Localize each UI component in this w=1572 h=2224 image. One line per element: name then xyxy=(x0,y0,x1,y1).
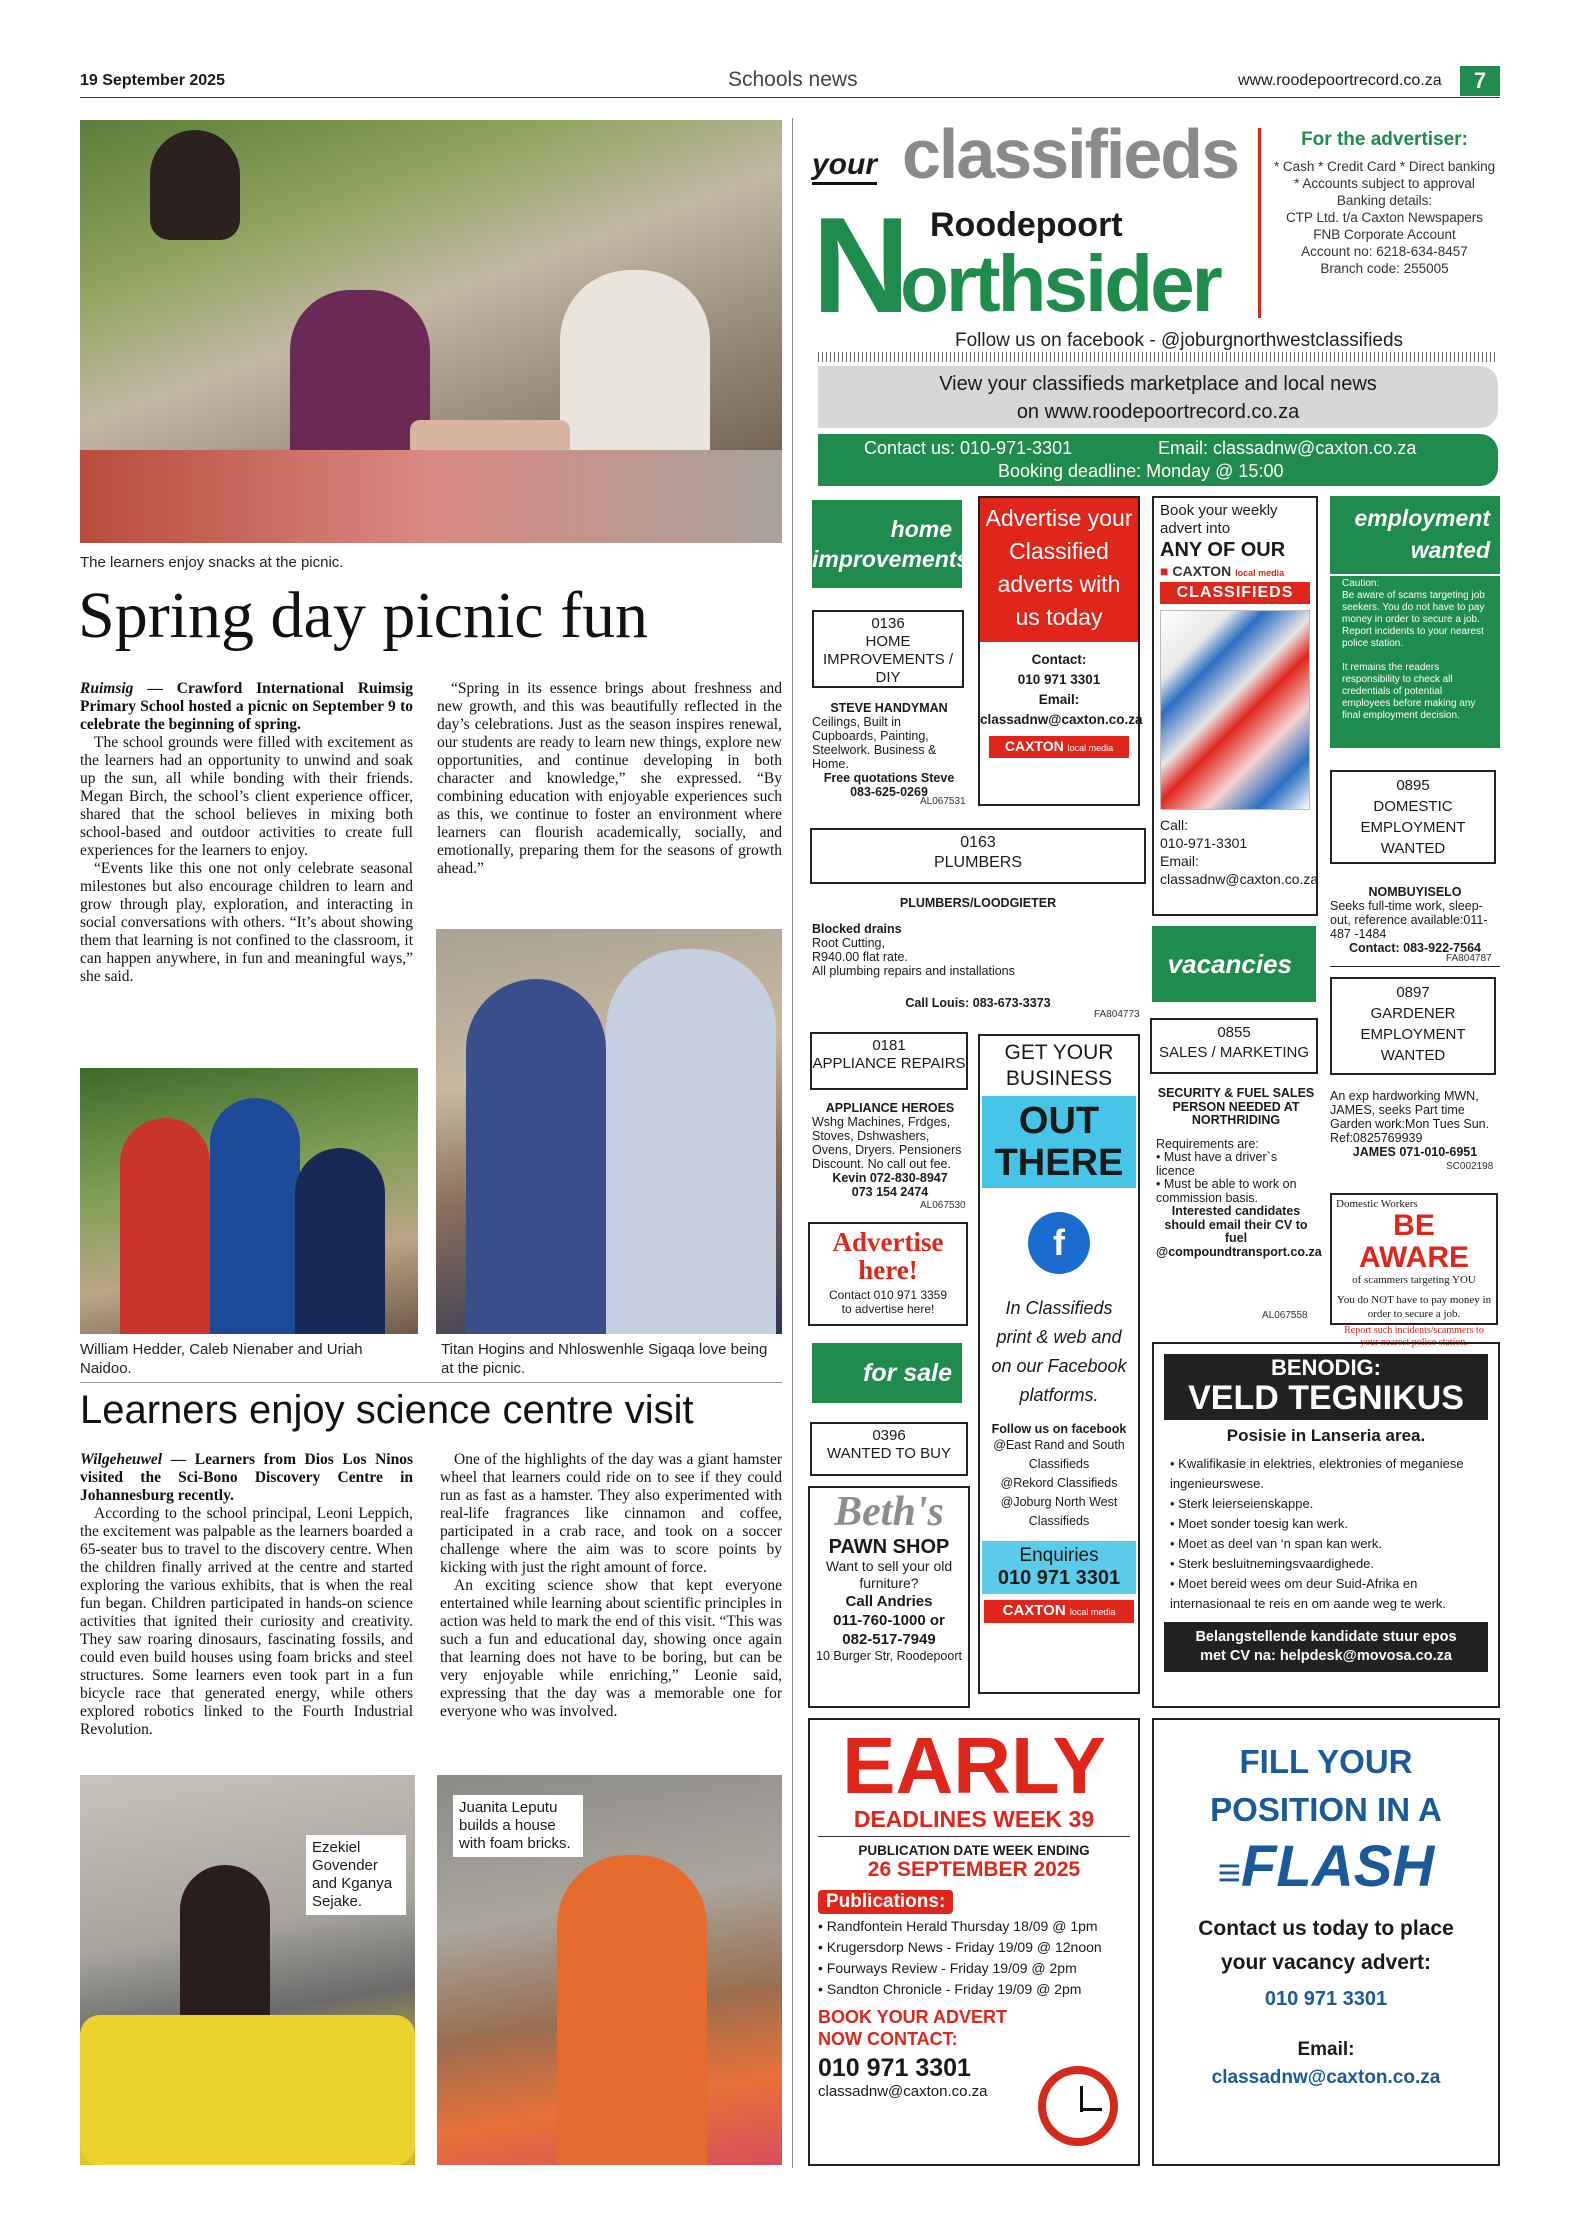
roodepoort-word: Roodepoort xyxy=(930,206,1123,244)
not-pay-text: You do NOT have to pay money in order to secure a job. xyxy=(1336,1294,1492,1320)
flash-email[interactable]: classadnw@caxton.co.za xyxy=(1211,2067,1441,2088)
caxton-red-logo: ■ CAXTON local media xyxy=(1160,563,1285,579)
marketplace-banner xyxy=(818,366,1498,428)
facebook-icon: f xyxy=(1028,1212,1090,1274)
pub-date-label: PUBLICATION DATE WEEK ENDING xyxy=(858,1843,1090,1858)
employment-wanted-tag: employment wanted xyxy=(1330,496,1500,574)
picnic-main-photo xyxy=(80,120,782,543)
advertiser-details: * Cash * Credit Card * Direct banking * Accounts subject to approval Banking details: CTP Ltd. t/a Caxton Newspapers FNB Corporate Account Account no: 6218-634-8457 Branch code: 255005 xyxy=(1273,159,1496,276)
category-0163[interactable]: 0163 PLUMBERS xyxy=(810,828,1146,884)
appliance-ref: AL067530 xyxy=(920,1200,966,1211)
flash-contact: Contact us today to place your vacancy advert: xyxy=(1198,1917,1454,1974)
lead-paragraph: — Crawford International Ruimsig Primary School hosted a picnic on September 9 to celebrate the beginning of spring. xyxy=(80,680,413,733)
science-caption-right: Juanita Leputu builds a house with foam bricks. xyxy=(453,1795,583,1857)
booking-deadline: Booking deadline: Monday @ 15:00 xyxy=(998,461,1284,481)
publication-list xyxy=(818,1916,1130,2000)
veld-title: VELD TEGNIKUS xyxy=(1188,1379,1464,1417)
article2-para2: One of the highlights of the day was a giant hamster wheel that learners could ride on to see if they could run as fast as a hamster. They also experimented with real-life fragrances like cinnamon and coffee, participated in a crab race, and took on a soccer challenge where the aim was to score points by kicking with just the right amount of force. xyxy=(440,1451,782,1576)
get-business-box[interactable] xyxy=(978,1034,1140,1694)
veld-footer[interactable]: Belangstellende kandidate stuur epos met CV na: helpdesk@movosa.co.za xyxy=(1164,1622,1488,1672)
dateline: Ruimsig xyxy=(80,680,134,697)
security-interest: Interested candidates should email their CV to fuel @compoundtransport.co.za xyxy=(1156,1204,1322,1259)
veld-tegnikus-ad[interactable] xyxy=(1152,1342,1500,1708)
plumbers-subtitle: Blocked drains xyxy=(812,922,902,936)
early-deadlines-ad[interactable] xyxy=(808,1718,1140,2166)
veld-bullet: • Kwalifikasie in elektries, elektronies of meganiese ingenieurswese. xyxy=(1170,1456,1464,1491)
handyman-text: Ceilings, Built in Cupboards, Painting, Steelwork. Business & Home. xyxy=(812,715,937,771)
handyman-quote: Free quotations Steve 083-625-0269 xyxy=(823,771,955,799)
science-caption-left: Ezekiel Govender and Kganya Sejake. xyxy=(306,1835,406,1915)
out-there: OUT THERE xyxy=(982,1096,1136,1188)
be-aware-box xyxy=(1330,1193,1498,1348)
get-your-business: GET YOUR BUSINESS xyxy=(1004,1041,1114,1090)
veld-bullet: • Sterk leierseienskappe. xyxy=(1170,1496,1314,1511)
page-divider xyxy=(792,118,793,2168)
enquiries-phone[interactable]: 010 971 3301 xyxy=(997,1567,1121,1589)
marketplace-line1: View your classifieds marketplace and local news xyxy=(939,373,1377,395)
website-url[interactable]: www.roodepoortrecord.co.za xyxy=(1238,72,1442,89)
nombuyiselo-text: Seeks full-time work, sleep-out, reference available:011-487 -1484 xyxy=(1330,899,1488,941)
pub-date: 26 SEPTEMBER 2025 xyxy=(867,1858,1081,1881)
nombuyiselo-contact: Contact: 083-922-7564 xyxy=(1348,941,1481,955)
report-text: Report such incidents/scammers to your nearest police station. xyxy=(1344,1325,1484,1348)
article2-column-right xyxy=(440,1451,782,1721)
advertiser-info-box xyxy=(1258,128,1500,318)
facebook-follow[interactable]: Follow us on facebook - @joburgnorthwestclassifieds xyxy=(955,330,1404,351)
issue-date: 19 September 2025 xyxy=(80,72,225,89)
security-requirements: Requirements are: • Must have a driver`s licence • Must be able to work on commission basis. xyxy=(1156,1136,1297,1205)
handyman-ad[interactable] xyxy=(812,701,966,799)
plumbers-title: PLUMBERS/LOODGIETER xyxy=(899,896,1057,910)
flash-word: ≡FLASH xyxy=(1217,1834,1435,1899)
fill-position: FILL YOUR POSITION IN A xyxy=(1210,1743,1442,1828)
page-header xyxy=(80,64,1500,98)
facebook-handles[interactable]: @East Rand and South Classifieds @Rekord Classifieds @Joburg North West Classifieds xyxy=(993,1438,1125,1528)
flash-vacancy-ad[interactable] xyxy=(1152,1718,1500,2166)
section-name: Schools news xyxy=(728,68,858,91)
advertise-classified-contact: Contact: 010 971 3301 Email: classadnw@caxton.co.za xyxy=(980,652,1143,727)
page-number: 7 xyxy=(1460,66,1500,96)
article1-para3: “Spring in its essence brings about freshness and new growth, and this was beautifully reflected in the day’s celebrations. Just as the season inspires renewal, our students are ready to learn new things, explore new opportunities, and continue developing in both character and knowledge,” she expressed. “By combining education with enjoyable experiences such as this, we continue to foster an environment where learners can flourish academically, socially, and emotionally, preparing them for the seasons of growth ahead.” xyxy=(437,680,782,877)
book-weekly-box[interactable] xyxy=(1152,496,1318,916)
plumbers-ad[interactable] xyxy=(812,896,1144,1010)
publication-item: • Sandton Chronicle - Friday 19/09 @ 2pm xyxy=(818,1981,1082,1997)
appliance-contact: Kevin 072-830-8947 073 154 2474 xyxy=(832,1171,948,1199)
picnic-photo-caption: The learners enjoy snacks at the picnic. xyxy=(80,554,344,571)
plumbers-text: Root Cutting, R940.00 flat rate. All plumbing repairs and installations xyxy=(812,936,1015,978)
article2-lead: — Learners from Dios Los Ninos visited the Sci-Bono Discovery Centre in Johannesburg recently. xyxy=(80,1451,413,1504)
handyman-title: STEVE HANDYMAN xyxy=(830,701,948,715)
category-0855[interactable]: 0855 SALES / MARKETING xyxy=(1150,1018,1318,1074)
security-ref: AL067558 xyxy=(1262,1310,1308,1321)
contact-email[interactable]: Email: classadnw@caxton.co.za xyxy=(1158,438,1417,458)
security-job-ad[interactable] xyxy=(1156,1086,1322,1259)
flash-email-label: Email: xyxy=(1297,2039,1355,2060)
beths-logo: Beth's xyxy=(834,1489,944,1535)
enquiries-label: Enquiries xyxy=(1019,1545,1099,1566)
advertise-classified-box[interactable] xyxy=(978,496,1143,806)
advertiser-title: For the advertiser: xyxy=(1301,129,1468,150)
benodig-label: BENODIG: xyxy=(1271,1355,1381,1380)
science-photo-left xyxy=(80,1775,415,2165)
veld-bullet: • Moet sonder toesig kan werk. xyxy=(1170,1516,1348,1531)
early-email[interactable]: classadnw@caxton.co.za xyxy=(818,2083,988,2100)
article-headline: Spring day picnic fun xyxy=(78,579,649,652)
gardener-contact: JAMES 071-010-6951 xyxy=(1352,1145,1478,1159)
nombuyiselo-ad[interactable] xyxy=(1330,885,1500,955)
newspaper-collage xyxy=(1160,610,1310,810)
category-0181[interactable]: 0181 APPLIANCE REPAIRS xyxy=(810,1032,968,1090)
scammers-text: of scammers targeting YOU xyxy=(1352,1274,1476,1286)
article1-column-left xyxy=(80,680,413,986)
article2-column-left xyxy=(80,1451,413,1739)
pawn-shop-ad[interactable] xyxy=(808,1486,970,1708)
article1-para2: “Events like this one not only celebrate seasonal milestones but also encourage children to learn and grow through play, exploration, and interacting in social conversations with others. “It’s about showing them that learning is not confined to the classroom, it can happen anywhere, in fun and meaningful ways,” she said. xyxy=(80,860,413,985)
veld-requirements xyxy=(1164,1454,1488,1614)
nombuyiselo-ref: FA804787 xyxy=(1446,953,1492,964)
veld-header xyxy=(1164,1354,1488,1420)
appliance-ad[interactable] xyxy=(812,1101,968,1199)
advertise-classified-title: Advertise your Classified adverts with us today xyxy=(980,498,1138,642)
gardener-ad[interactable] xyxy=(1330,1089,1500,1159)
dotted-rule xyxy=(818,352,1498,362)
northsider-word: orthsider xyxy=(900,239,1220,328)
friends-caption: Titan Hogins and Nhloswenhle Sigaqa love being at the picnic. xyxy=(441,1341,768,1377)
book-call: Call: 010-971-3301 Email: classadnw@caxton.co.za xyxy=(1160,817,1319,887)
book-weekly: Book your weekly advert into xyxy=(1160,502,1278,537)
plumbers-call: Call Louis: 083-673-3373 xyxy=(905,996,1051,1010)
veld-bullet: • Moet as deel van ‘n span kan werk. xyxy=(1170,1536,1382,1551)
veld-bullet: • Sterk besluitnemingsvaardighede. xyxy=(1170,1556,1375,1571)
category-0136[interactable]: 0136 HOME IMPROVEMENTS / DIY xyxy=(812,610,964,688)
facebook-promo: In Classifieds print & web and on our Facebook platforms. xyxy=(991,1298,1127,1405)
deadlines-week: DEADLINES WEEK 39 xyxy=(818,1806,1130,1837)
advertise-here-contact: Contact 010 971 3359 to advertise here! xyxy=(828,1288,948,1316)
nombuyiselo-title: NOMBUYISELO xyxy=(1368,885,1462,899)
article2-para3: An exciting science show that kept everyone entertained while learning about scientific principles in action was held to mark the end of this visit. “This was such a fun and educational day, showing once again that learning does not have to be boring, but can be very enjoyable while enriching,” Leonie said, expressing that the day was a memorable one for everyone who was involved. xyxy=(440,1577,782,1720)
appliance-title: APPLIANCE HEROES xyxy=(825,1101,955,1115)
friends-photo xyxy=(436,929,782,1334)
advertise-here-box[interactable] xyxy=(808,1222,968,1326)
article2-para1: According to the school principal, Leoni Leppich, the excitement was palpable as the learners boarded a 65-seater bus to travel to the discovery centre. When the children finally arrived at the centre and started exploring the various exhibits, that is when the real fun began. Children participated in hands-on science activities that ignited their curiosity and creativity. They saw roaring dinosaurs, fascinating fossils, and could even build houses using foam bricks and steel structures. Some learners even took part in a fun bicycle race that generated energy, while others explored robotics linked to the Fourth Industrial Revolution. xyxy=(80,1505,413,1738)
article2-rule xyxy=(80,1382,782,1383)
early-phone[interactable]: 010 971 3301 xyxy=(818,2054,971,2082)
caution-notice: Caution: Be aware of scams targeting job seekers. You do not have to pay money in order to secure a job. Report incidents to your nearest police station. It remains the readers responsibility to check all credentials of potential employees before making any final employment decision. xyxy=(1330,576,1500,748)
publications-label: Publications: xyxy=(818,1890,953,1914)
classifieds-banner: CLASSIFIEDS xyxy=(1160,582,1310,604)
veld-posisie: Posisie in Lanseria area. xyxy=(1226,1426,1426,1445)
article1-para1: The school grounds were filled with excitement as the learners had an opportunity to unwind and soak up the sun, all while bonding with their friends. Megan Birch, the school’s client experience officer, shared that the school believes in mixing both school-based and outdoor activities to create full experiences for the learners to enjoy. xyxy=(80,734,413,859)
rule-after-nombuyiselo xyxy=(1330,966,1500,967)
pawn-shop-call: Call Andries 011-760-1000 or 082-517-7949 xyxy=(833,1593,945,1648)
follow-facebook: Follow us on facebook xyxy=(991,1422,1127,1436)
security-title: SECURITY & FUEL SALES PERSON NEEDED AT NORTHRIDING xyxy=(1157,1086,1315,1127)
handyman-ref: AL067531 xyxy=(920,796,966,807)
boys-caption: William Hedder, Caleb Nienaber and Uriah Naidoo. xyxy=(80,1341,363,1377)
pawn-shop-address: 10 Burger Str, Roodepoort xyxy=(816,1649,962,1663)
veld-bullet: • Moet bereid wees om deur Suid-Afrika en internasionaal te reis en om aande weg te werk. xyxy=(1170,1576,1447,1611)
book-advert-now: BOOK YOUR ADVERT NOW CONTACT: xyxy=(818,2007,1008,2049)
pawn-shop-text: Want to sell your old furniture? xyxy=(825,1558,953,1591)
article2-dateline: Wilgeheuwel xyxy=(80,1451,163,1468)
your-label: your xyxy=(812,148,877,185)
for-sale-tag: for sale xyxy=(812,1343,962,1403)
caxton-logo-2: CAXTON local media xyxy=(984,1600,1134,1623)
classifieds-word: classifieds xyxy=(902,115,1238,193)
category-0396[interactable]: 0396 WANTED TO BUY xyxy=(810,1422,968,1476)
pawn-shop-title: PAWN SHOP xyxy=(828,1536,950,1558)
contact-banner xyxy=(818,434,1498,486)
vacancies-tag: vacancies xyxy=(1152,926,1316,1002)
advertise-here-title: Advertise here! xyxy=(832,1227,944,1285)
marketplace-line2[interactable]: on www.roodepoortrecord.co.za xyxy=(1016,401,1300,423)
boys-photo xyxy=(80,1068,418,1334)
domestic-workers: Domestic Workers xyxy=(1336,1198,1418,1210)
article1-column-right xyxy=(437,680,782,878)
gardener-ref: SC002198 xyxy=(1446,1161,1494,1172)
article2-headline: Learners enjoy science centre visit xyxy=(80,1388,694,1432)
home-improvements-tag: home improvements xyxy=(812,500,962,588)
plumbers-ref: FA804773 xyxy=(1094,1009,1140,1020)
contact-phone[interactable]: Contact us: 010-971-3301 xyxy=(864,438,1073,458)
northsider-n: N xyxy=(812,189,911,341)
any-of-our: ANY OF OUR xyxy=(1160,539,1286,561)
category-0895[interactable]: 0895 DOMESTIC EMPLOYMENT WANTED xyxy=(1330,770,1496,864)
flash-phone[interactable]: 010 971 3301 xyxy=(1264,1988,1388,2010)
alarm-clock-icon xyxy=(1038,2066,1118,2146)
category-0897[interactable]: 0897 GARDENER EMPLOYMENT WANTED xyxy=(1330,977,1496,1075)
gardener-text: An exp hardworking MWN, JAMES, seeks Part time Garden work:Mon Tues Sun. Ref:0825769939 xyxy=(1330,1089,1490,1145)
caxton-logo: CAXTON local media xyxy=(989,736,1129,758)
early-title: EARLY xyxy=(842,1721,1106,1810)
be-aware-title: BE AWARE xyxy=(1358,1209,1469,1274)
publication-item: • Randfontein Herald Thursday 18/09 @ 1pm xyxy=(818,1918,1098,1934)
publication-item: • Krugersdorp News - Friday 19/09 @ 12noon xyxy=(818,1939,1102,1955)
appliance-text: Wshg Machines, Frdges, Stoves, Dshwashers, Ovens, Dryers. Pensioners Discount. No call out fee. xyxy=(812,1115,962,1171)
enquiries-box xyxy=(982,1541,1136,1594)
publication-item: • Fourways Review - Friday 19/09 @ 2pm xyxy=(818,1960,1077,1976)
